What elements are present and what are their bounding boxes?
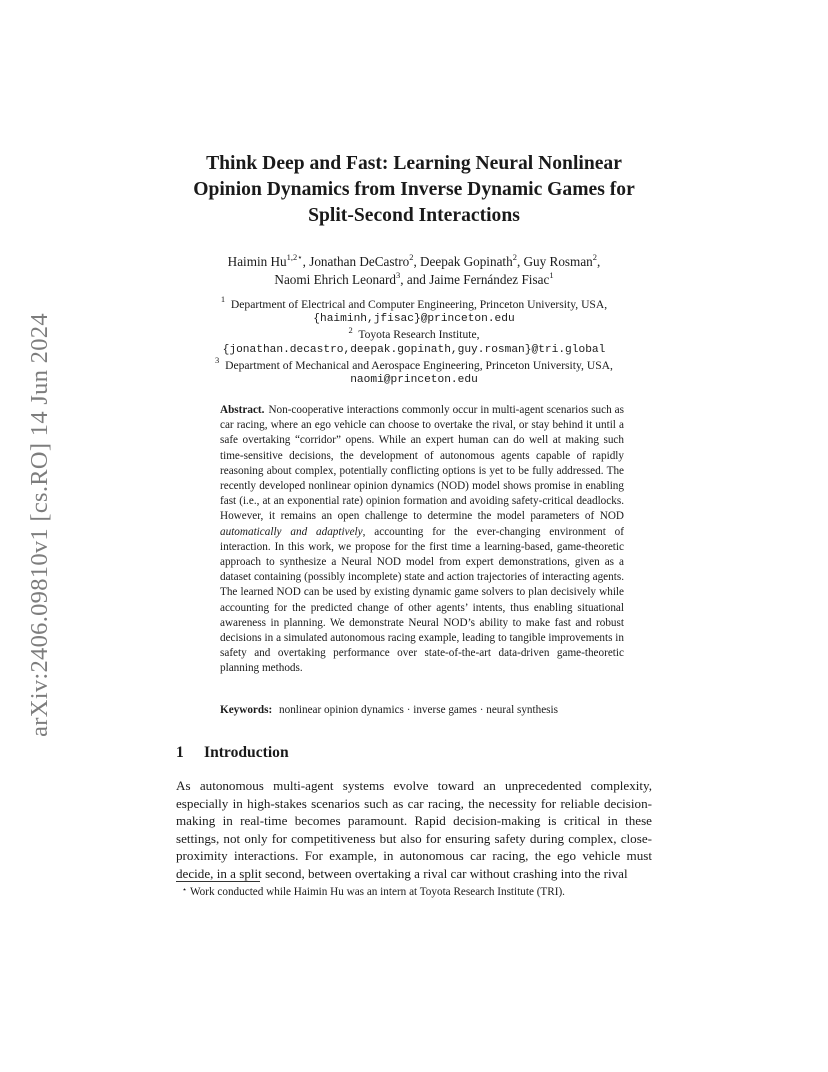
- title-line: Think Deep and Fast: Learning Neural Nonlinear: [206, 153, 622, 174]
- author-separator: ,: [302, 254, 310, 269]
- author-separator: , and: [400, 272, 430, 287]
- abstract: [220, 403, 624, 677]
- arxiv-identifier: arXiv:2406.09810v1 [cs.RO] 14 Jun 2024: [26, 313, 53, 737]
- keywords-label: Keywords:: [220, 704, 273, 716]
- footnote: [182, 886, 565, 898]
- author-separator: ,: [516, 254, 524, 269]
- abstract-text: Non-cooperative interactions commonly occur in multi-agent scenarios such as car racing, where an ego vehicle can choose to overtake the rival, or stay behind it until a safe overtaking “corridor” opens. While an expert human can do well at making such time-sensitive decisions, the development of autonomous agents capable of rapidly reasoning about complex, potentially conflicting options is yet to be fully addressed. The recently developed nonlinear opinion dynamics (NOD) model shows promise in enabling fast (i.e., at an exponential rate) opinion formation and avoiding safety-critical deadlocks. However, it remains an open challenge to determine the model parameters of NOD: [220, 404, 624, 523]
- intro-paragraph: As autonomous multi-agent systems evolve toward an unprecedented complexity, especially in high-stakes scenarios such as car racing, the necessity for reliable decision-making in real-time becomes paramount. Rapid decision-making is critical in these settings, not only for competitiveness but also for ensuring safety during complex, close-proximity interactions. For example, in autonomous car racing, the ego vehicle must decide, in a split second, between overtaking a rival car without crashing into the rival: [176, 778, 652, 881]
- author-affil-mark: 3: [396, 269, 401, 280]
- affiliation-mark: 3: [215, 354, 220, 365]
- abstract-paragraph: [220, 403, 624, 677]
- affiliation-mark: 2: [348, 324, 353, 335]
- affiliation-email[interactable]: {haiminh,jfisac}@princeton.edu: [313, 313, 515, 326]
- author-line: [150, 271, 678, 289]
- section-heading: [176, 744, 289, 762]
- title-line: Split-Second Interactions: [308, 205, 520, 226]
- affiliation-2: [150, 324, 678, 342]
- intro-body: [176, 777, 652, 883]
- author-name: Deepak Gopinath: [420, 254, 513, 269]
- keywords: [220, 703, 624, 718]
- affiliation-text: Department of Mechanical and Aerospace Engineering, Princeton University, USA,: [225, 358, 613, 372]
- affiliation-mark: 1: [220, 294, 226, 305]
- title-line: Opinion Dynamics from Inverse Dynamic Games for: [193, 179, 635, 200]
- affiliation-text: Toyota Research Institute,: [358, 328, 480, 342]
- author-affil-mark: 2: [512, 251, 517, 262]
- author-line: [150, 253, 678, 271]
- arxiv-sidebar-stamp: [20, 290, 60, 760]
- author-affil-mark: 1,2⋆: [286, 251, 303, 262]
- abstract-text: , accounting for the ever-changing environment of interaction. In this work, we propose for the first time a learning-based, game-theoretic approach to synthesize a Neural NOD model from expert demonstrations, given as a dataset containing (possibly incomplete) state and action trajectories of interacting agents. The learned NOD can be used by existing dynamic game solvers to plan decisively while accounting for the predicted change of other agents’ intents, thus enabling situational awareness in planning. We demonstrate Neural NOD’s ability to make fast and robust decisions in a simulated autonomous racing example, leading to tangible improvements in safety and overtaking performance over state-of-the-art data-driven game-theoretic planning methods.: [220, 525, 624, 675]
- footnote-divider: [176, 881, 260, 882]
- affiliations: [150, 294, 678, 388]
- author-affil-mark: 2: [409, 251, 414, 262]
- abstract-label: Abstract.: [220, 404, 265, 416]
- author-name: Naomi Ehrich Leonard: [274, 272, 396, 287]
- author-name: Haimin Hu: [227, 254, 287, 269]
- affiliation-email[interactable]: naomi@princeton.edu: [350, 374, 478, 387]
- paper-title: [150, 151, 678, 229]
- section-number: 1: [176, 744, 184, 761]
- affiliation-email[interactable]: {jonathan.decastro,deepak.gopinath,guy.rosman}@tri.global: [222, 343, 606, 356]
- keywords-text: nonlinear opinion dynamics · inverse games · neural synthesis: [279, 704, 558, 716]
- affiliation-1: [150, 294, 678, 312]
- affiliation-text: Department of Electrical and Computer Engineering, Princeton University, USA,: [230, 298, 608, 311]
- author-list: [150, 253, 678, 289]
- author-affil-mark: 2: [592, 251, 598, 262]
- author-name: Guy Rosman: [523, 254, 593, 269]
- author-name: Jaime Fernández Fisac: [429, 272, 550, 287]
- author-affil-mark: 1: [549, 269, 554, 280]
- author-separator: ,: [597, 254, 601, 269]
- footnote-text: Work conducted while Haimin Hu was an intern at Toyota Research Institute (TRI).: [190, 886, 565, 898]
- abstract-emphasis: automatically and adaptively: [220, 525, 363, 538]
- author-separator: ,: [413, 254, 421, 269]
- section-title: Introduction: [204, 744, 289, 761]
- footnote-mark: ⋆: [182, 885, 188, 894]
- author-name: Jonathan DeCastro: [309, 254, 410, 269]
- affiliation-3: [150, 354, 678, 373]
